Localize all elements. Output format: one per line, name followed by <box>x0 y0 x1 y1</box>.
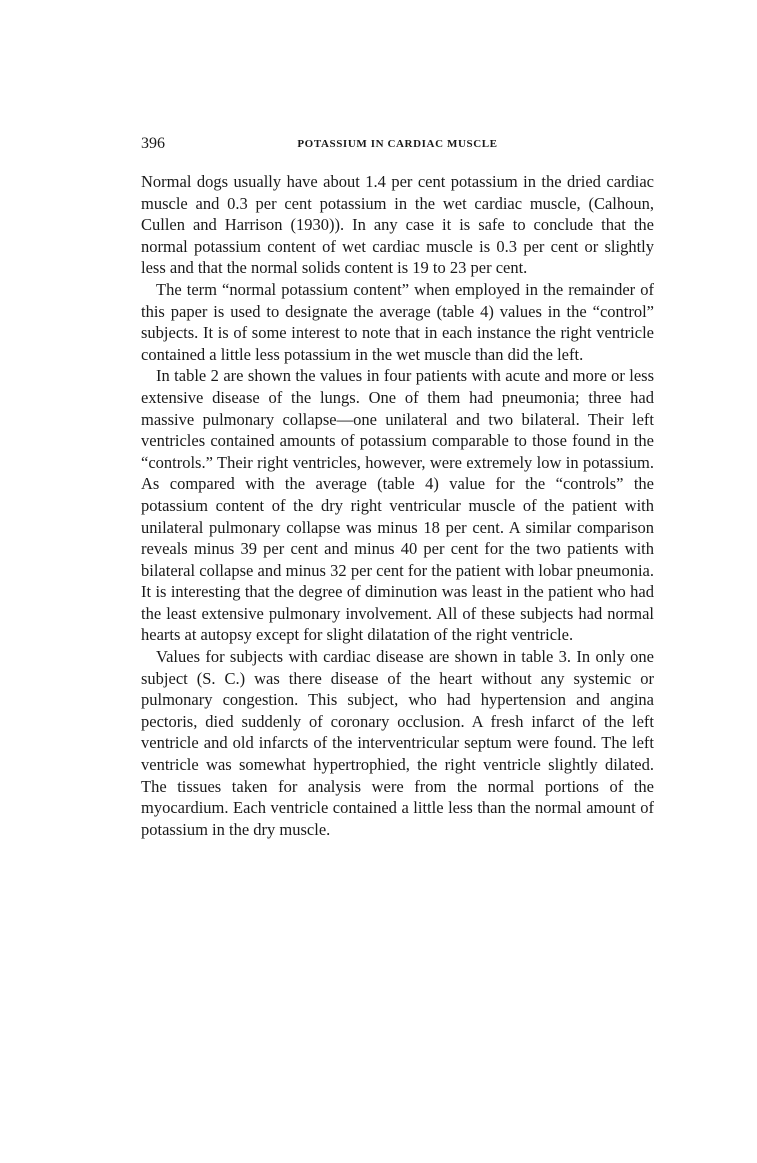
paragraph-3: In table 2 are shown the values in four patients with acute and more or less extensive disease of the lungs. One of them had pneumonia; three had massive pulmonary collapse—one unilateral and two bilateral. Their left ventricles contained amounts of potassium comparable to those found in the “controls.” Their right ventricles, however, were extremely low in potassium. As compared with the average (table 4) value for the “controls” the potassium content of the dry right ventricular muscle of the patient with unilateral pulmonary collapse was minus 18 per cent. A similar comparison reveals minus 39 per cent and minus 40 per cent for the two patients with bilateral collapse and minus 32 per cent for the patient with lobar pneumonia. It is interesting that the degree of diminution was least in the patient who had the least extensive pulmonary involvement. All of these subjects had normal hearts at autopsy except for slight dilatation of the right ventricle. <box>141 366 654 645</box>
running-title: POTASSIUM IN CARDIAC MUSCLE <box>297 138 498 150</box>
paragraph-1: Normal dogs usually have about 1.4 per cent potassium in the dried cardiac muscle and 0.3 per cent potassium in the wet cardiac muscle, (Calhoun, Cullen and Harrison (1930)). In any case it is safe to conclude that the normal potassium content of wet cardiac muscle is 0.3 per cent or slightly less and that the normal solids content is 19 to 23 per cent. <box>141 172 654 278</box>
paragraph-4: Values for subjects with cardiac disease are shown in table 3. In only one subject (S. C.) was there disease of the heart without any systemic or pulmonary congestion. This subject, who had hypertension and angina pectoris, died suddenly of coronary occlusion. A fresh infarct of the left ventricle and old infarcts of the interventricular septum were found. The left ventricle was somewhat hypertrophied, the right ventricle slightly dilated. The tissues taken for analysis were from the normal portions of the myocardium. Each ventricle contained a little less than the normal amount of potassium in the dry muscle. <box>141 647 654 839</box>
body-text <box>141 171 654 840</box>
running-head <box>141 134 654 154</box>
page-number: 396 <box>141 135 165 152</box>
paragraph-2: The term “normal potassium content” when employed in the remainder of this paper is used to designate the average (table 4) values in the “control” subjects. It is of some interest to note that in each instance the right ventricle contained a little less potassium in the wet muscle than did the left. <box>141 279 654 364</box>
